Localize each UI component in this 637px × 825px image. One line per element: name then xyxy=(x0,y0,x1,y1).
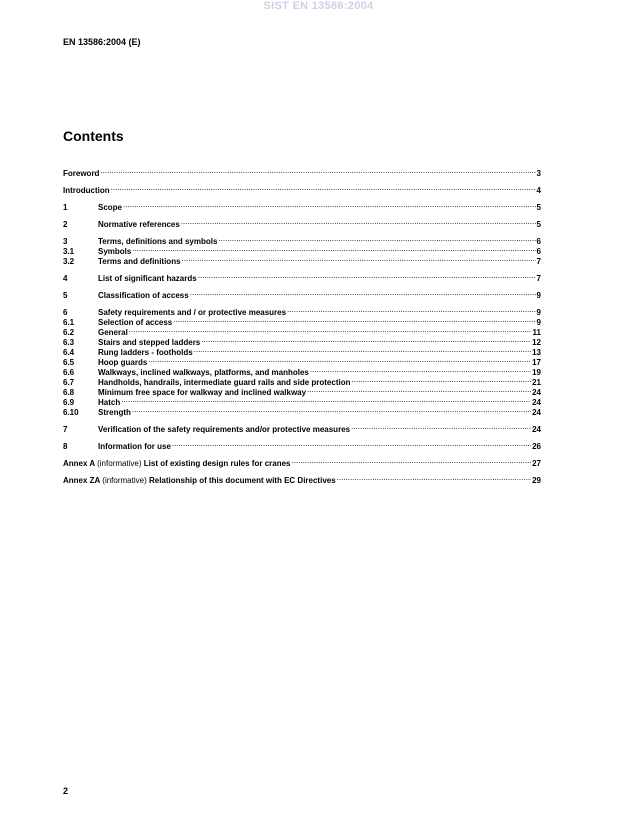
toc-title: General xyxy=(98,328,128,337)
toc-leader xyxy=(190,288,536,298)
toc-leader xyxy=(287,305,535,315)
toc-entry-annex-a[interactable] xyxy=(63,456,541,466)
toc-title: Information for use xyxy=(98,442,171,451)
toc-page: 9 xyxy=(536,308,541,317)
toc-entry-symbols[interactable] xyxy=(63,244,541,254)
toc-leader xyxy=(172,439,531,449)
annex-label: Annex A xyxy=(63,459,95,468)
toc-number: 6.1 xyxy=(63,318,75,327)
toc-number: 8 xyxy=(63,442,68,451)
toc-leader xyxy=(148,355,531,365)
toc-title: Scope xyxy=(98,203,123,212)
toc-page: 12 xyxy=(532,338,541,347)
toc-title: Verification of the safety requirements and/or protective measures xyxy=(98,425,351,434)
toc-title: Safety requirements and / or protective measures xyxy=(98,308,287,317)
toc-entry-introduction[interactable] xyxy=(63,183,541,193)
toc-number: 6.8 xyxy=(63,388,75,397)
toc-page: 3 xyxy=(536,169,541,178)
toc-entry-hatch[interactable] xyxy=(63,395,541,405)
toc-title: Selection of access xyxy=(98,318,173,327)
toc-leader xyxy=(352,375,532,385)
toc-page: 26 xyxy=(532,442,541,451)
table-of-contents xyxy=(63,166,541,483)
toc-page: 21 xyxy=(532,378,541,387)
toc-leader xyxy=(132,405,531,415)
toc-leader xyxy=(194,345,531,355)
toc-page: 9 xyxy=(536,318,541,327)
toc-title: Symbols xyxy=(98,247,132,256)
toc-page: 27 xyxy=(532,459,541,468)
toc-leader xyxy=(182,254,536,264)
toc-page: 24 xyxy=(532,388,541,397)
toc-page: 29 xyxy=(532,476,541,485)
toc-entry-terms[interactable] xyxy=(63,234,541,244)
toc-title: Strength xyxy=(98,408,131,417)
toc-number: 5 xyxy=(63,291,68,300)
toc-number: 6.6 xyxy=(63,368,75,377)
annex-type: (informative) xyxy=(97,459,142,468)
toc-leader xyxy=(201,335,531,345)
toc-leader xyxy=(123,200,536,210)
toc-page: 11 xyxy=(532,328,541,337)
toc-number: 6.9 xyxy=(63,398,75,407)
toc-title: Normative references xyxy=(98,220,180,229)
toc-page: 6 xyxy=(536,237,541,246)
toc-entry-safety[interactable] xyxy=(63,305,541,315)
toc-leader xyxy=(198,271,536,281)
toc-page: 6 xyxy=(536,247,541,256)
toc-leader xyxy=(310,365,531,375)
toc-page: 9 xyxy=(536,291,541,300)
toc-number: 4 xyxy=(63,274,68,283)
toc-title: Foreword xyxy=(63,169,100,178)
toc-leader xyxy=(351,422,531,432)
document-id: EN 13586:2004 (E) xyxy=(63,37,141,47)
toc-entry-classification[interactable] xyxy=(63,288,541,298)
toc-page: 13 xyxy=(532,348,541,357)
toc-title: Terms, definitions and symbols xyxy=(98,237,218,246)
toc-entry-hazards[interactable] xyxy=(63,271,541,281)
toc-number: 6.3 xyxy=(63,338,75,347)
toc-title: Walkways, inclined walkways, platforms, and manholes xyxy=(98,368,309,377)
toc-leader xyxy=(132,244,535,254)
toc-leader xyxy=(111,183,536,193)
toc-leader xyxy=(291,456,531,466)
toc-page: 5 xyxy=(536,203,541,212)
toc-number: 6.5 xyxy=(63,358,75,367)
toc-entry-scope[interactable] xyxy=(63,200,541,210)
toc-entry-stairs[interactable] xyxy=(63,335,541,345)
annex-type: (informative) xyxy=(102,476,147,485)
toc-number: 3.2 xyxy=(63,257,75,266)
toc-leader xyxy=(218,234,535,244)
toc-number: 1 xyxy=(63,203,68,212)
annex-title: Relationship of this document with EC Directives xyxy=(148,476,336,485)
toc-page: 24 xyxy=(532,398,541,407)
toc-title: Classification of access xyxy=(98,291,189,300)
toc-number: 6.4 xyxy=(63,348,75,357)
toc-leader xyxy=(121,395,531,405)
toc-leader xyxy=(100,166,535,176)
toc-entry-normative-references[interactable] xyxy=(63,217,541,227)
toc-page: 5 xyxy=(536,220,541,229)
toc-page: 24 xyxy=(532,408,541,417)
toc-leader xyxy=(337,473,531,483)
toc-title: Handholds, handrails, intermediate guard rails and side protection xyxy=(98,378,351,387)
toc-title: Hoop guards xyxy=(98,358,148,367)
toc-page: 4 xyxy=(536,186,541,195)
annex-title: List of existing design rules for cranes xyxy=(143,459,291,468)
toc-number: 6.7 xyxy=(63,378,75,387)
toc-number: 6.2 xyxy=(63,328,75,337)
toc-title: Hatch xyxy=(98,398,121,407)
toc-entry-annex-za[interactable] xyxy=(63,473,541,483)
toc-entry-strength[interactable] xyxy=(63,405,541,415)
toc-number: 6 xyxy=(63,308,68,317)
toc-number: 7 xyxy=(63,425,68,434)
toc-entry-information[interactable] xyxy=(63,439,541,449)
toc-entry-foreword[interactable] xyxy=(63,166,541,176)
toc-title: Rung ladders - footholds xyxy=(98,348,193,357)
toc-title: Terms and definitions xyxy=(98,257,181,266)
toc-number: 3 xyxy=(63,237,68,246)
toc-page: 7 xyxy=(536,274,541,283)
toc-entry-verification[interactable] xyxy=(63,422,541,432)
toc-title: Stairs and stepped ladders xyxy=(98,338,201,347)
toc-number: 2 xyxy=(63,220,68,229)
toc-page: 19 xyxy=(532,368,541,377)
toc-leader xyxy=(307,385,531,395)
toc-page: 17 xyxy=(532,358,541,367)
contents-heading: Contents xyxy=(63,128,124,144)
toc-leader xyxy=(181,217,536,227)
toc-title: List of significant hazards xyxy=(98,274,197,283)
watermark: SIST EN 13586:2004 xyxy=(263,0,374,12)
toc-number: 3.1 xyxy=(63,247,75,256)
toc-title: Minimum free space for walkway and inclined walkway xyxy=(98,388,307,397)
toc-leader xyxy=(173,315,535,325)
toc-entry-terms-definitions[interactable] xyxy=(63,254,541,264)
toc-number: 6.10 xyxy=(63,408,79,417)
annex-label: Annex ZA xyxy=(63,476,101,485)
toc-title: Introduction xyxy=(63,186,110,195)
toc-entry-general[interactable] xyxy=(63,325,541,335)
toc-leader xyxy=(129,325,532,335)
toc-page: 7 xyxy=(536,257,541,266)
page-number: 2 xyxy=(63,786,69,796)
toc-page: 24 xyxy=(532,425,541,434)
